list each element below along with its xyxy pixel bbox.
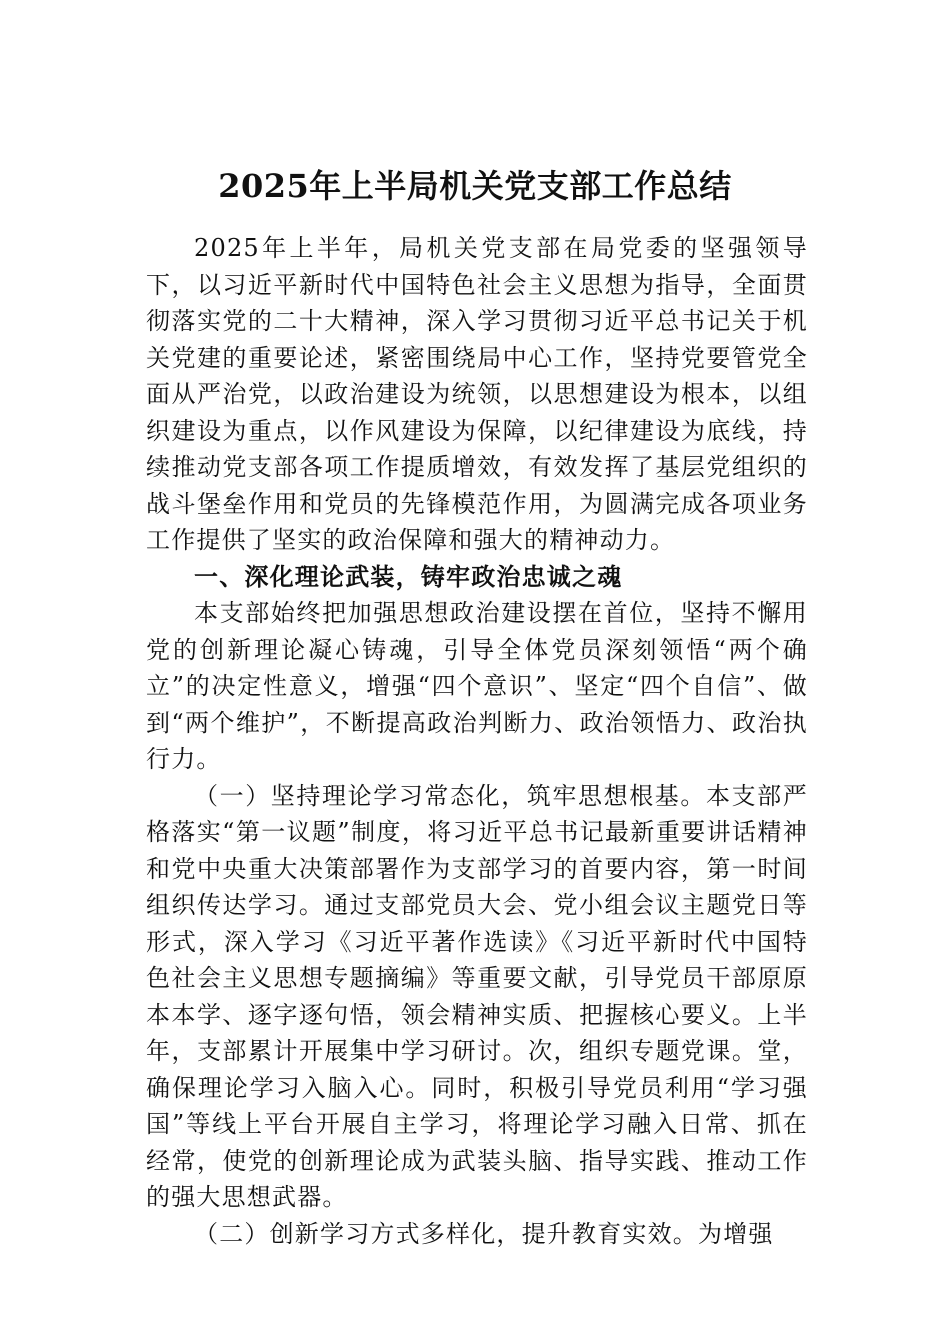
subsection-1-paragraph: （一）坚持理论学习常态化，筑牢思想根基。本支部严格落实“第一议题”制度，将习近平总书记最新重要讲话精神和党中央重大决策部署作为支部学习的首要内容，第一时间组织传达学习。通过支部党员大会、党小组会议主题党日等形式，深入学习《习近平著作选读》《习近平新时代中国特色社会主义思想专题摘编》等重要文献，引导党员干部原原本本学、逐字逐句悟，领会精神实质、把握核心要义。上半年，支部累计开展集中学习研讨。次，组织专题党课。堂，确保理论学习入脑入心。同时，积极引导党员利用“学习强国”等线上平台开展自主学习，将理论学习融入日常、抓在经常，使党的创新理论成为武装头脑、指导实践、推动工作的强大思想武器。 xyxy=(146,781,808,1211)
document-title: 2025年上半局机关党支部工作总结 xyxy=(218,167,732,205)
subsection-2-paragraph: （二）创新学习方式多样化，提升教育实效。为增强 xyxy=(194,1219,774,1248)
section-1-paragraph: 本支部始终把加强思想政治建设摆在首位，坚持不懈用党的创新理论凝心铸魂，引导全体党员深刻领悟“两个确立”的决定性意义，增强“四个意识”、坚定“四个自信”、做到“两个维护”，不断提高政治判断力、政治领悟力、政治执行力。 xyxy=(146,599,808,773)
section-heading-1: 一、深化理论武装，铸牢政治忠诚之魂 xyxy=(194,561,623,591)
intro-paragraph: 2025年上半年，局机关党支部在局党委的坚强领导下，以习近平新时代中国特色社会主义思想为指导，全面贯彻落实党的二十大精神，深入学习贯彻习近平总书记关于机关党建的重要论述，紧密围绕局中心工作，坚持党要管党全面从严治党，以政治建设为统领，以思想建设为根本，以组织建设为重点，以作风建设为保障，以纪律建设为底线，持续推动党支部各项工作提质增效，有效发挥了基层党组织的战斗堡垒作用和党员的先锋模范作用，为圆满完成各项业务工作提供了坚实的政治保障和强大的精神动力。 xyxy=(146,234,808,554)
document-body xyxy=(146,230,808,1252)
